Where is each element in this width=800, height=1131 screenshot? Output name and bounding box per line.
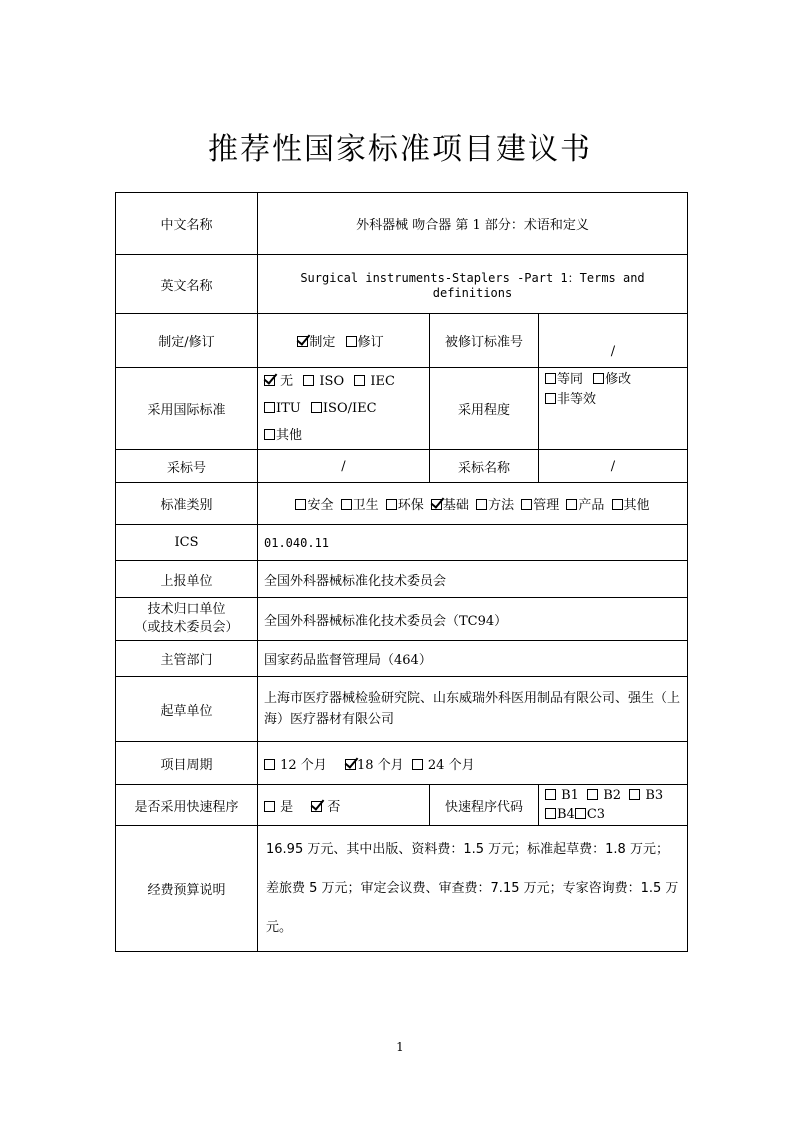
- checkbox-product[interactable]: [566, 499, 577, 510]
- option-no[interactable]: 否: [311, 800, 340, 815]
- checkbox-safety[interactable]: [295, 499, 306, 510]
- fast-code-options: [539, 785, 688, 826]
- ics-label: ICS: [116, 525, 258, 561]
- option-iec[interactable]: IEC: [354, 374, 395, 389]
- option-intl-other[interactable]: 其他: [264, 428, 302, 443]
- option-management[interactable]: 管理: [521, 498, 559, 513]
- checkbox-basic[interactable]: [431, 499, 442, 510]
- option-b4[interactable]: B4: [545, 807, 575, 822]
- option-hygiene[interactable]: 卫生: [341, 498, 379, 513]
- ics-value: 01.040.11: [258, 525, 688, 561]
- row-fast: [116, 785, 688, 826]
- checkbox-none[interactable]: [264, 375, 275, 386]
- checkbox-environment[interactable]: [386, 499, 397, 510]
- reporter-value: 全国外科器械标准化技术委员会: [258, 561, 688, 598]
- checkbox-b1[interactable]: [545, 789, 556, 800]
- authority-value: 国家药品监督管理局（464）: [258, 641, 688, 677]
- checkbox-itu[interactable]: [264, 402, 275, 413]
- checkbox-18-months[interactable]: [345, 759, 356, 770]
- category-options: [258, 483, 688, 525]
- budget-label: 经费预算说明: [116, 826, 258, 952]
- category-label: 标准类别: [116, 483, 258, 525]
- en-name-value: Surgical instruments-Staplers -Part 1：Terms and definitions: [258, 255, 688, 314]
- option-12-months[interactable]: 12 个月: [264, 758, 327, 773]
- option-18-months[interactable]: 18 个月: [345, 758, 404, 773]
- option-yes[interactable]: 是: [264, 800, 293, 815]
- row-intl: [116, 368, 688, 450]
- option-formulate[interactable]: 制定: [297, 335, 335, 350]
- checkbox-c3[interactable]: [575, 808, 586, 819]
- option-safety[interactable]: 安全: [295, 498, 333, 513]
- revised-std-label: 被修订标准号: [430, 314, 539, 368]
- option-24-months[interactable]: 24 个月: [412, 758, 475, 773]
- checkbox-b2[interactable]: [587, 789, 598, 800]
- std-no-label: 采标号: [116, 450, 258, 483]
- option-product[interactable]: 产品: [566, 498, 604, 513]
- degree-options: [539, 368, 688, 450]
- option-b2[interactable]: B2: [587, 788, 621, 803]
- fast-code-label: 快速程序代码: [430, 785, 539, 826]
- row-budget: [116, 826, 688, 952]
- option-c3[interactable]: C3: [575, 807, 605, 822]
- revise-options: [258, 314, 430, 368]
- period-label: 项目周期: [116, 742, 258, 785]
- tech-unit-value: 全国外科器械标准化技术委员会（TC94）: [258, 598, 688, 641]
- std-name-label: 采标名称: [430, 450, 539, 483]
- degree-label: 采用程度: [430, 368, 539, 450]
- row-std-no: [116, 450, 688, 483]
- reporter-label: 上报单位: [116, 561, 258, 598]
- option-iso[interactable]: ISO: [303, 374, 344, 389]
- row-tech-unit: [116, 598, 688, 641]
- intl-options: [258, 368, 430, 450]
- checkbox-iso[interactable]: [303, 375, 314, 386]
- page-number: 1: [396, 1040, 404, 1054]
- checkbox-b3[interactable]: [629, 789, 640, 800]
- checkbox-category-other[interactable]: [612, 499, 623, 510]
- option-none[interactable]: 无: [264, 374, 293, 389]
- en-name-label: 英文名称: [116, 255, 258, 314]
- checkbox-12-months[interactable]: [264, 759, 275, 770]
- checkbox-intl-other[interactable]: [264, 429, 275, 440]
- fast-options: [258, 785, 430, 826]
- intl-label: 采用国际标准: [116, 368, 258, 450]
- checkbox-iec[interactable]: [354, 375, 365, 386]
- revise-label: 制定/修订: [116, 314, 258, 368]
- period-options: [258, 742, 688, 785]
- option-b3[interactable]: B3: [629, 788, 663, 803]
- row-revise: [116, 314, 688, 368]
- checkbox-modified[interactable]: [593, 373, 604, 384]
- option-category-other[interactable]: 其他: [612, 498, 650, 513]
- option-revise[interactable]: 修订: [346, 335, 384, 350]
- budget-value: 16.95 万元、其中出版、资料费：1.5 万元；标准起草费：1.8 万元；差旅费 5 万元；审定会议费、审查费：7.15 万元；专家咨询费：1.5 万元。: [258, 826, 688, 952]
- checkbox-management[interactable]: [521, 499, 532, 510]
- page-title: 推荐性国家标准项目建议书: [208, 132, 592, 167]
- option-modified[interactable]: 修改: [593, 372, 631, 387]
- option-method[interactable]: 方法: [476, 498, 514, 513]
- option-b1[interactable]: B1: [545, 788, 579, 803]
- checkbox-method[interactable]: [476, 499, 487, 510]
- row-en-name: [116, 255, 688, 314]
- checkbox-no[interactable]: [311, 801, 322, 812]
- tech-unit-label: 技术归口单位 （或技术委员会）: [116, 598, 258, 641]
- checkbox-24-months[interactable]: [412, 759, 423, 770]
- drafter-label: 起草单位: [116, 677, 258, 742]
- std-name-value: /: [539, 450, 688, 483]
- cn-name-value: 外科器械 吻合器 第 1 部分：术语和定义: [258, 193, 688, 255]
- checkbox-non-equivalent[interactable]: [545, 393, 556, 404]
- checkbox-formulate[interactable]: [297, 336, 308, 347]
- std-no-value: /: [258, 450, 430, 483]
- checkbox-b4[interactable]: [545, 808, 556, 819]
- option-iso-iec[interactable]: ISO/IEC: [311, 401, 377, 416]
- proposal-table: [115, 192, 688, 952]
- checkbox-iso-iec[interactable]: [311, 402, 322, 413]
- checkbox-identical[interactable]: [545, 373, 556, 384]
- row-period: [116, 742, 688, 785]
- fast-label: 是否采用快速程序: [116, 785, 258, 826]
- checkbox-yes[interactable]: [264, 801, 275, 812]
- row-drafter: [116, 677, 688, 742]
- option-basic[interactable]: 基础: [431, 498, 469, 513]
- drafter-value: 上海市医疗器械检验研究院、山东威瑞外科医用制品有限公司、强生（上海）医疗器材有限公司: [258, 677, 688, 742]
- authority-label: 主管部门: [116, 641, 258, 677]
- row-category: [116, 483, 688, 525]
- row-authority: [116, 641, 688, 677]
- cn-name-label: 中文名称: [116, 193, 258, 255]
- option-identical[interactable]: 等同: [545, 372, 583, 387]
- row-cn-name: [116, 193, 688, 255]
- option-non-equivalent[interactable]: 非等效: [545, 392, 596, 407]
- checkbox-revise[interactable]: [346, 336, 357, 347]
- option-environment[interactable]: 环保: [386, 498, 424, 513]
- option-itu[interactable]: ITU: [264, 401, 301, 416]
- checkbox-hygiene[interactable]: [341, 499, 352, 510]
- revised-std-value: /: [539, 314, 688, 368]
- row-reporter: [116, 561, 688, 598]
- row-ics: [116, 525, 688, 561]
